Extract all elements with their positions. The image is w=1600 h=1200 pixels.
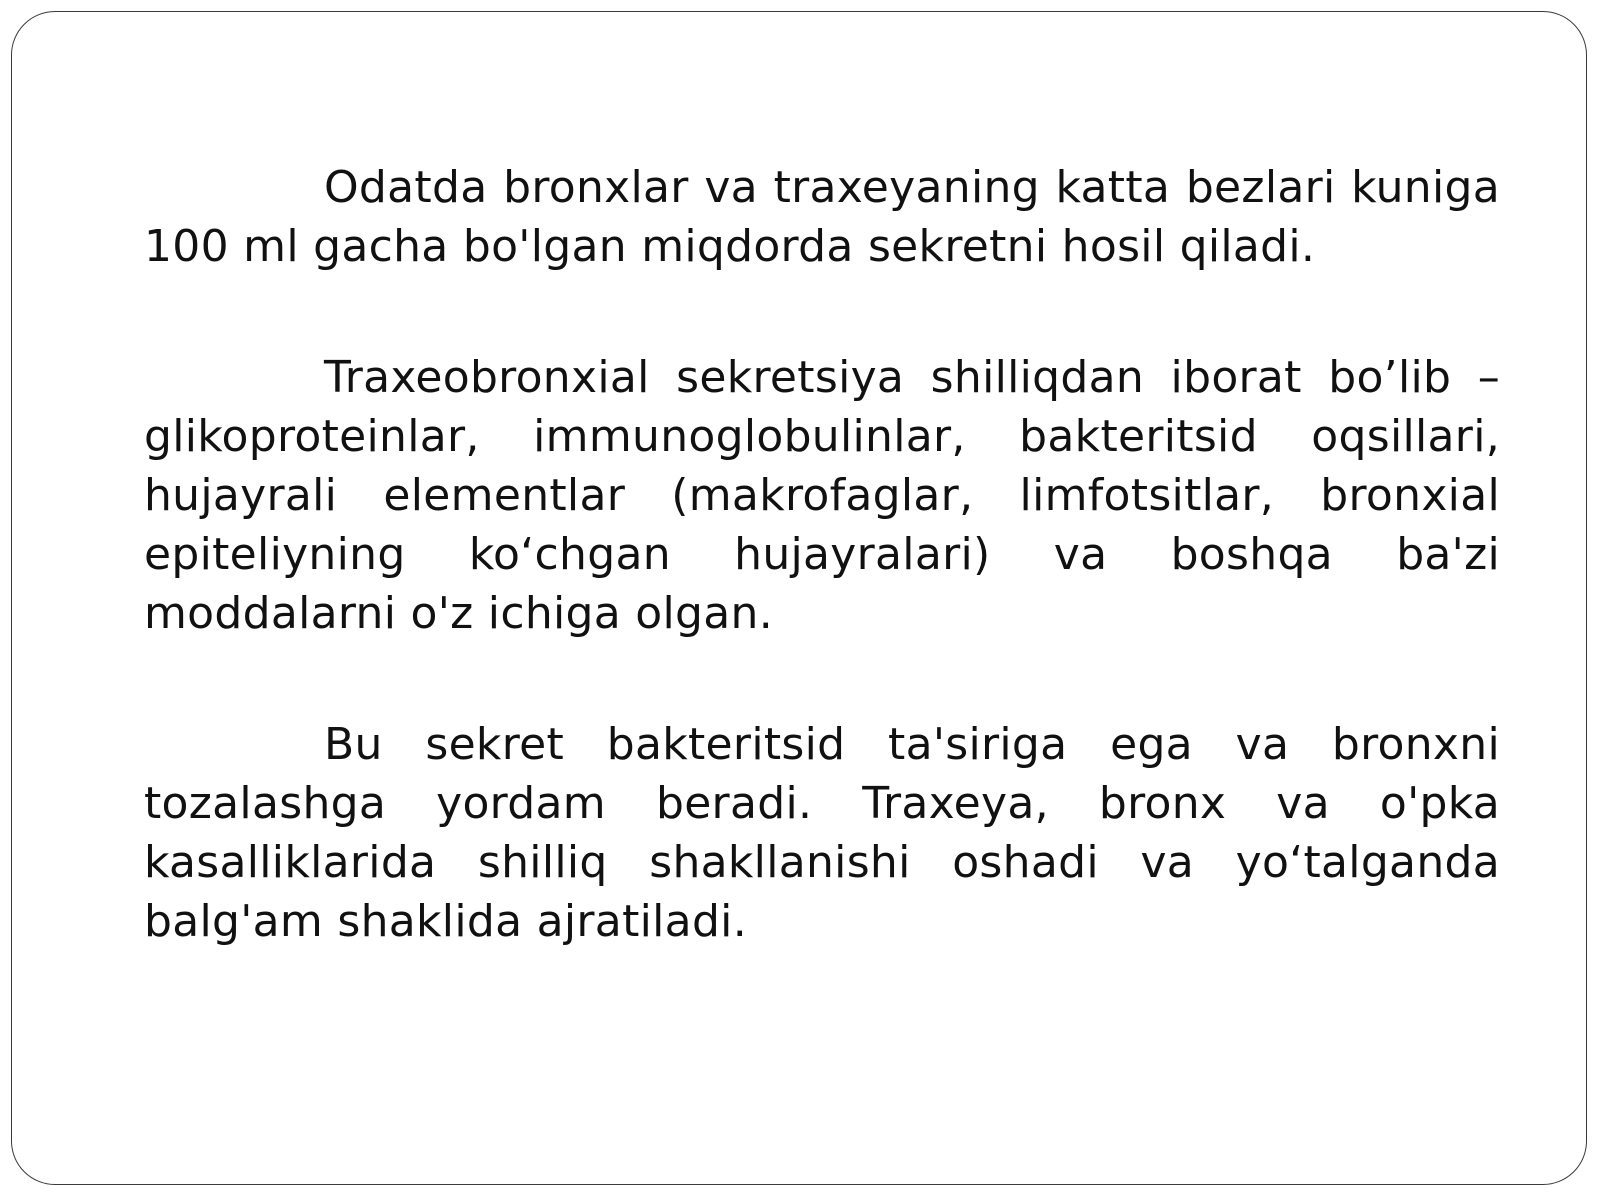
paragraph-secretion-composition: Traxeobronxial sekretsiya shilliqdan iborat bo’lib – glikoproteinlar, immunoglobulinlar, bakteritsid oqsillari, hujayrali elementlar (makrofaglar, limfotsitlar, bronxial epiteliyning ko‘chgan hujayralari) va boshqa ba'zi moddalarni o'z ichiga olgan. — [144, 352, 1500, 639]
slide-frame — [11, 11, 1587, 1185]
paragraph-secretion-volume: Odatda bronxlar va traxeyaning katta bezlari kuniga 100 ml gacha bo'lgan miqdorda sekretni hosil qiladi. — [144, 162, 1500, 272]
paragraph-secretion-function: Bu sekret bakteritsid ta'siriga ega va bronxni tozalashga yordam beradi. Traxeya, bronx va o'pka kasalliklarida shilliq shakllanishi oshadi va yo‘talganda balg'am shaklida ajratiladi. — [144, 719, 1500, 947]
slide-body — [144, 158, 1500, 951]
